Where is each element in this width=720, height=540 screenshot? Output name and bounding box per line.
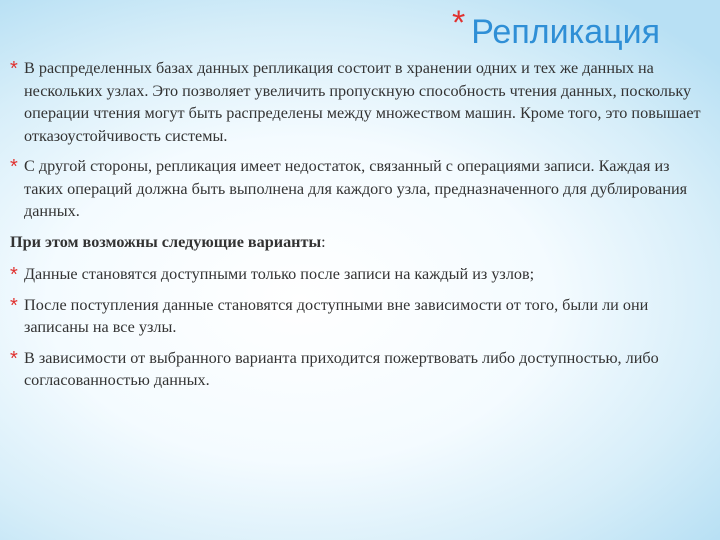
options-heading xyxy=(10,231,710,254)
title-bullet-star-icon: * xyxy=(452,4,466,42)
bullet-item xyxy=(10,263,710,286)
bullet-text: С другой стороны, репликация имеет недостаток, связанный с операциями записи. Каждая из таких операций должна быть выполнена для каждого узла, предназначенного для дублирования данных. xyxy=(24,157,688,220)
bullet-star-icon: * xyxy=(10,264,18,286)
bullet-text: В зависимости от выбранного варианта приходится пожертвовать либо доступностью, либо согласованностью данных. xyxy=(24,348,659,389)
bullet-item xyxy=(10,155,710,223)
bullet-star-icon: * xyxy=(10,347,18,370)
slide-body xyxy=(10,57,710,400)
bullet-text: В распределенных базах данных репликация состоит в хранении одних и тех же данных на нескольких узлах. Это позволяет увеличить пропускную способность чтения данных, поскольку операции чтения могут быть распределены между множеством машин. Кроме того, это повышает отказоустойчивость системы. xyxy=(24,59,701,145)
bullet-star-icon: * xyxy=(10,58,18,80)
bullet-item xyxy=(10,347,710,392)
bullet-item xyxy=(10,294,710,339)
title-text: Репликация xyxy=(471,13,660,51)
bullet-star-icon: * xyxy=(10,294,18,317)
slide-title xyxy=(452,4,660,52)
bullet-item xyxy=(10,57,710,147)
options-heading-bold: При этом возможны следующие варианты xyxy=(10,232,322,251)
bullet-text: Данные становятся доступными только после записи на каждый из узлов; xyxy=(24,265,535,283)
bullet-star-icon: * xyxy=(10,156,18,178)
options-heading-suffix: : xyxy=(321,232,326,251)
bullet-text: После поступления данные становятся доступными вне зависимости от того, были ли они записаны на все узлы. xyxy=(24,295,649,336)
